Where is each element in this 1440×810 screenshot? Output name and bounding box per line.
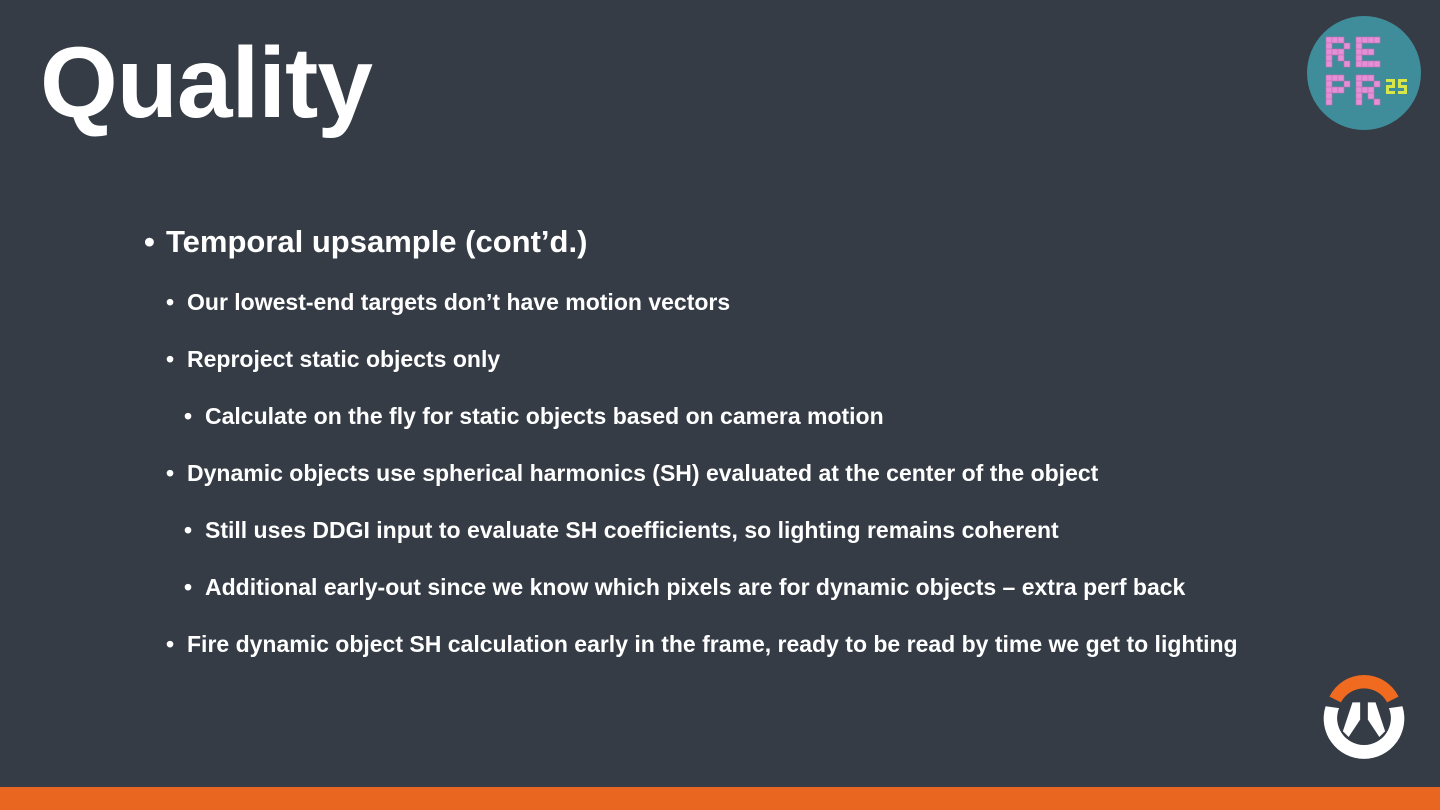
rep-25-logo-icon — [1306, 15, 1422, 131]
bullet-item: • Fire dynamic object SH calculation early in the frame, ready to be read by time we get to lighting — [187, 628, 1238, 685]
accent-bar — [0, 787, 1440, 810]
bullet-item: • Reproject static objects only — [187, 343, 1238, 400]
overwatch-logo-icon — [1316, 664, 1412, 760]
bullet-list — [140, 222, 1238, 685]
bullet-item: • Our lowest-end targets don’t have motion vectors — [187, 286, 1238, 343]
bullet-item: • Temporal upsample (cont’d.) — [166, 222, 1238, 286]
bullet-item: • Dynamic objects use spherical harmonics (SH) evaluated at the center of the object — [187, 457, 1238, 514]
bullet-item: • Additional early-out since we know which pixels are for dynamic objects – extra perf back — [205, 571, 1238, 628]
slide-title: Quality — [40, 27, 372, 139]
bullet-item: • Still uses DDGI input to evaluate SH coefficients, so lighting remains coherent — [205, 514, 1238, 571]
bullet-item: • Calculate on the fly for static objects based on camera motion — [205, 400, 1238, 457]
